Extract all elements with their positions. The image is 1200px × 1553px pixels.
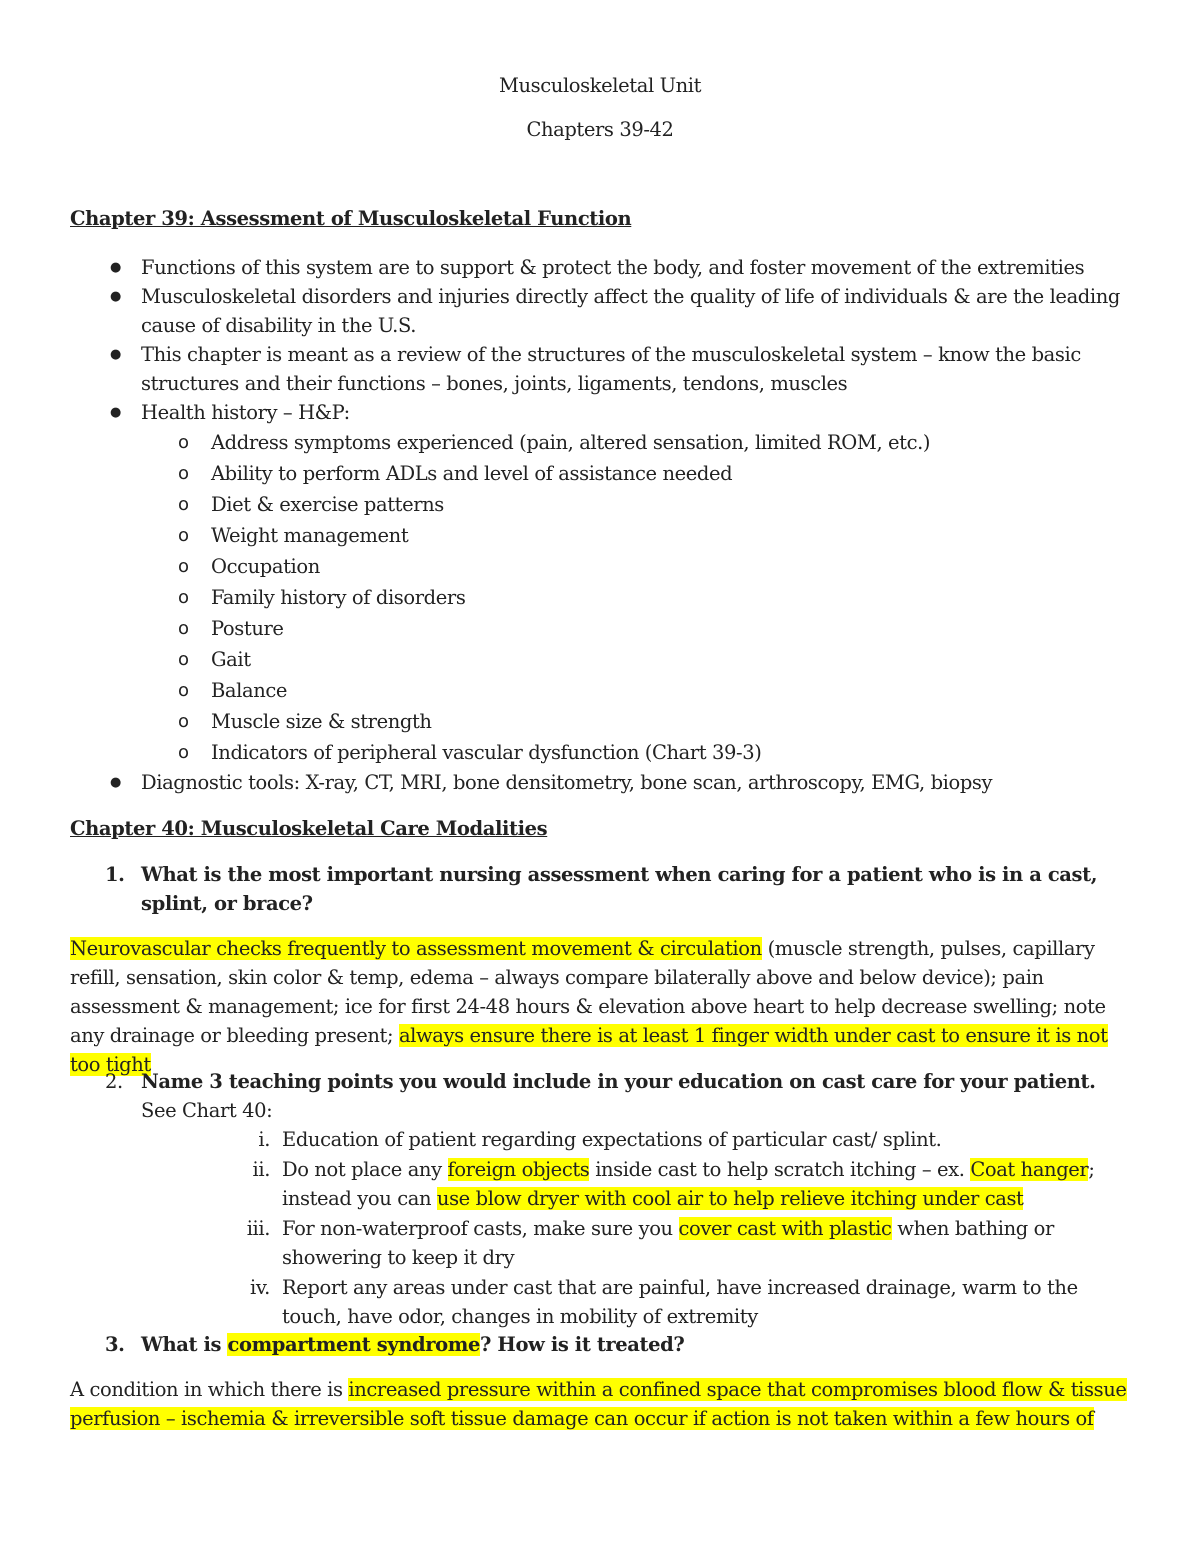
highlighted-text: always ensure there is at least 1 finger width under cast to ensure it is not too tight [70,1024,1108,1076]
document-subtitle: Chapters 39-42 [526,118,674,141]
teaching-point [70,1214,1140,1273]
sub-bullet-item: o Occupation [141,551,1150,582]
chapter-39-heading: Chapter 39: Assessment of Musculoskeletal Function [70,207,632,230]
roman-numeral: iii. [246,1216,270,1240]
question-note: See Chart 40: [141,1099,273,1122]
teaching-point-text: Do not place any [282,1157,448,1181]
roman-numeral: i. [258,1128,270,1151]
teaching-point-text: Report any areas under cast that are painful, have increased drainage, warm to the touch, have odor, changes in mobility of extremity [282,1275,1078,1328]
chapter-40-heading: Chapter 40: Musculoskeletal Care Modalities [70,817,548,840]
answer-1 [70,934,1140,1079]
sub-bullet-item: o Indicators of peripheral vascular dysfunction (Chart 39-3) [141,737,1150,768]
question-3 [70,1330,1130,1359]
answer-3 [70,1375,1140,1433]
sub-bullet-item: o Weight management [141,520,1150,551]
sub-bullet-item: o Address symptoms experienced (pain, altered sensation, limited ROM, etc.) [141,427,1150,458]
bullet-item: ● This chapter is meant as a review of the structures of the musculoskeletal system – know the basic structures and their functions – bones, joints, ligaments, tendons, muscles [70,340,1150,398]
question-number: 3. [105,1333,125,1356]
question-2 [70,1067,1130,1125]
bullet-item: ● Functions of this system are to support & protect the body, and foster movement of the extremities [70,253,1150,282]
bullet-item-label: Health history – H&P: [141,401,350,424]
sub-bullet-item: o Diet & exercise patterns [141,489,1150,520]
sub-bullet-item: o Family history of disorders [141,582,1150,613]
health-history-sublist [141,427,1150,768]
answer-text: (muscle strength, pulses, capillary refill, sensation, skin color & temp, edema – always compare bilaterally above and below device); pain assessment & management; ice for first 24-48 hours & elevation above heart to help decrease swelling; note any drainage or bleeding present; [70,937,1106,1047]
answer-text: A condition in which there is [70,1378,349,1401]
teaching-point-text: For non-waterproof casts, make sure you [282,1216,679,1240]
bullet-item: ● Diagnostic tools: X-ray, CT, MRI, bone densitometry, bone scan, arthroscopy, EMG, biopsy [70,768,1150,797]
teaching-point [70,1273,1140,1332]
question-1 [70,860,1130,918]
sub-bullet-item: o Muscle size & strength [141,706,1150,737]
teaching-point [70,1155,1140,1214]
teaching-point [70,1125,1140,1155]
question-text: What is the most important nursing assessment when caring for a patient who is in a cast, splint, or brace? [141,863,1098,915]
highlighted-text: use blow dryer with cool air to help relieve itching under cast [436,1187,1024,1210]
highlighted-text: foreign objects [447,1157,590,1181]
highlighted-text: increased pressure within a confined space that compromises blood flow & tissue perfusion – ischemia & irreversible soft tissue damage can occur if action is not taken within a few hours of [70,1378,1127,1430]
question-text: ? How is it treated? [480,1333,685,1356]
document-title: Musculoskeletal Unit [498,74,702,97]
question-number: 1. [105,863,125,886]
sub-bullet-item: o Gait [141,644,1150,675]
sub-bullet-item: o Ability to perform ADLs and level of assistance needed [141,458,1150,489]
teaching-point-text: inside cast to help scratch itching – ex. [589,1157,971,1181]
question-number: 2. [105,1070,123,1093]
roman-numeral: iv. [250,1275,270,1299]
highlighted-text: Neurovascular checks frequently to assessment movement & circulation [70,937,762,960]
sub-bullet-item: o Posture [141,613,1150,644]
teaching-point-text: when bathing or showering to keep it dry [282,1216,1054,1269]
chapter-39-bullet-list [70,253,1150,797]
bullet-item-health-history [70,398,1150,768]
question-text: What is [141,1333,228,1356]
highlighted-text: cover cast with plastic [678,1216,892,1240]
teaching-point-text: ; instead you can [282,1157,1095,1210]
teaching-point-text: Education of patient regarding expectations of particular cast/ splint. [282,1128,942,1151]
highlighted-text: Coat hanger [970,1157,1089,1181]
bullet-item: ● Musculoskeletal disorders and injuries directly affect the quality of life of individuals & are the leading cause of disability in the U.S. [70,282,1150,340]
highlighted-text: compartment syndrome [227,1333,481,1356]
teaching-points-list [70,1125,1140,1332]
question-text: Name 3 teaching points you would include in your education on cast care for your patient. [141,1070,1096,1093]
sub-bullet-item: o Balance [141,675,1150,706]
roman-numeral: ii. [252,1157,270,1181]
